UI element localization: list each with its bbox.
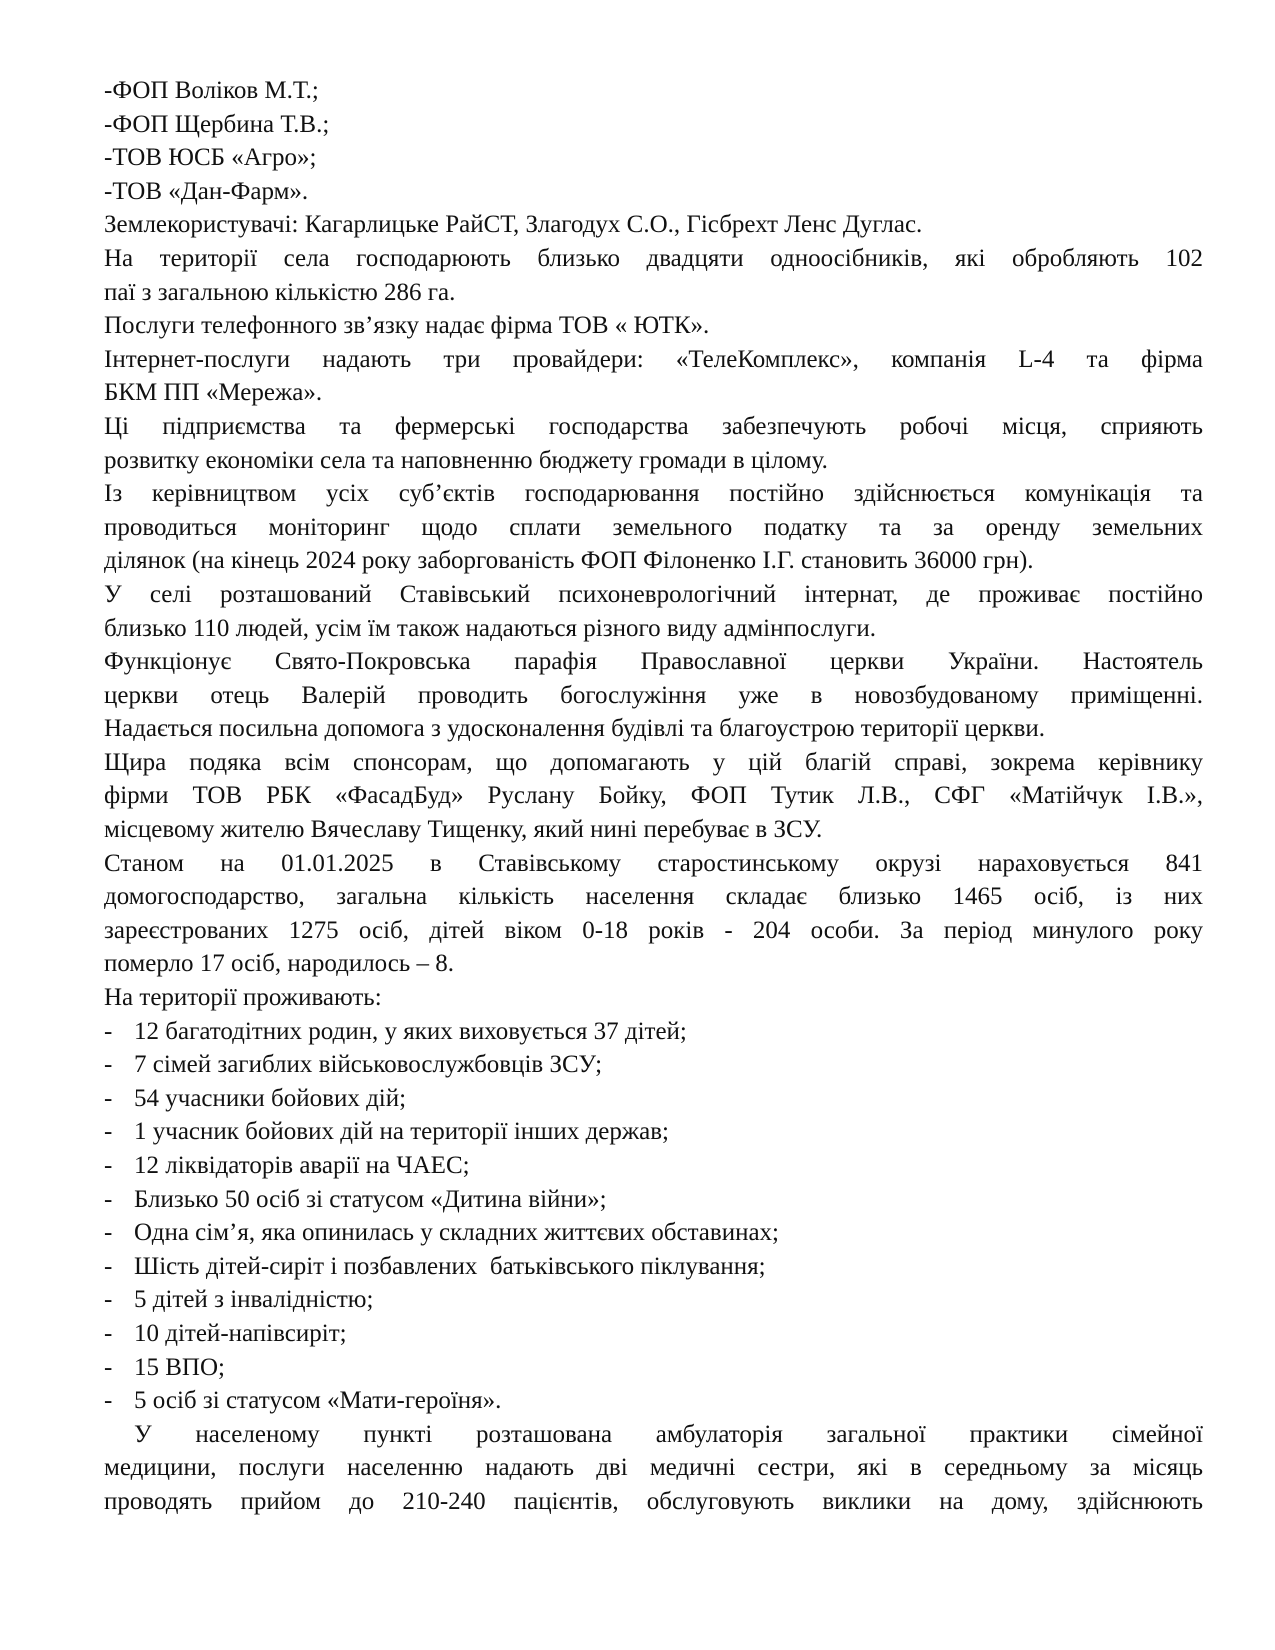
list-bullet-dash: - xyxy=(104,1051,113,1079)
text-line: На території проживають: xyxy=(104,984,382,1012)
text-line: церкви отець Валерій проводить богослужіння уже в новозбудованому приміщенні. xyxy=(104,681,1203,709)
list-item-text: 12 ліквідаторів аварії на ЧАЕС; xyxy=(134,1152,470,1179)
text-line: Послуги телефонного зв’язку надає фірма ТОВ « ЮТК». xyxy=(104,312,710,340)
text-line: Щира подяка всім спонсорам, що допомагають у цій благій справі, зокрема керівнику xyxy=(104,748,1203,776)
list-bullet-dash: - xyxy=(104,1252,113,1280)
list-item xyxy=(104,1015,1203,1049)
text-line: паї з загальною кількістю 286 га. xyxy=(104,278,456,306)
list-bullet-dash: - xyxy=(104,1387,113,1415)
list-item-text: Одна сім’я, яка опинилась у складних життєвих обставинах; xyxy=(134,1219,780,1247)
list-item-text: 12 багатодітних родин, у яких виховується 37 дітей; xyxy=(134,1017,687,1045)
list-item-text: Шість дітей-сиріт і позбавлених батьківського піклування; xyxy=(134,1252,766,1280)
text-line: близько 110 людей, усім їм також надаються різного виду адмінпослуги. xyxy=(104,614,876,642)
text-line: Ці підприємства та фермерські господарства забезпечують робочі місця, сприяють xyxy=(104,412,1203,440)
list-bullet-dash: - xyxy=(104,1219,113,1247)
text-line: померло 17 осіб, народилось – 8. xyxy=(104,950,455,978)
text-line: Надається посильна допомога з удосконалення будівлі та благоустрою території церкви. xyxy=(104,715,1046,743)
text-line: домогосподарство, загальна кількість населення складає близько 1465 осіб, із них xyxy=(104,883,1203,911)
closing-paragraph xyxy=(104,1418,1203,1519)
intro-text-block xyxy=(104,74,1203,1015)
list-item xyxy=(104,1351,1203,1385)
text-line: На території села господарюють близько двадцяти одноосібників, які обробляють 102 xyxy=(104,244,1203,272)
residents-bullet-list xyxy=(104,1015,1203,1418)
list-item xyxy=(104,1250,1203,1284)
text-line: медицини, послуги населенню надають дві медичні сестри, які в середньому за місяць xyxy=(104,1454,1203,1482)
list-item xyxy=(104,1082,1203,1116)
text-line: -ТОВ ЮСБ «Агро»; xyxy=(104,144,317,172)
list-item xyxy=(104,1149,1203,1183)
list-bullet-dash: - xyxy=(104,1286,113,1314)
list-item xyxy=(104,1317,1203,1351)
list-item-text: 15 ВПО; xyxy=(134,1353,225,1381)
list-item-text: 54 учасники бойових дій; xyxy=(134,1084,407,1112)
list-item-text: 7 сімей загиблих військовослужбовців ЗСУ; xyxy=(134,1051,603,1079)
text-line: -ТОВ «Дан-Фарм». xyxy=(104,177,309,205)
list-bullet-dash: - xyxy=(104,1319,113,1347)
text-line: проводиться моніторинг щодо сплати земельного податку та за оренду земельних xyxy=(104,513,1203,541)
text-line: Функціонує Свято-Покровська парафія Православної церкви України. Настоятель xyxy=(104,648,1203,676)
text-line: БКМ ПП «Мережа». xyxy=(104,379,323,407)
list-item xyxy=(104,1048,1203,1082)
list-bullet-dash: - xyxy=(104,1118,113,1146)
text-line: місцевому жителю Вячеславу Тищенку, який нині перебуває в ЗСУ. xyxy=(104,816,823,844)
text-line: -ФОП Воліков М.Т.; xyxy=(104,77,319,104)
list-item-text: 5 дітей з інвалідністю; xyxy=(134,1286,374,1314)
list-item-text: 1 учасник бойових дій на території інших держав; xyxy=(134,1118,669,1146)
list-item xyxy=(104,1384,1203,1418)
list-bullet-dash: - xyxy=(104,1152,113,1179)
list-bullet-dash: - xyxy=(104,1084,113,1112)
text-line: фірми ТОВ РБК «ФасадБуд» Руслану Бойку, ФОП Тутик Л.В., СФГ «Матійчук І.В.», xyxy=(104,782,1203,810)
text-line: розвитку економіки села та наповненню бюджету громади в цілому. xyxy=(104,446,828,474)
list-item xyxy=(104,1183,1203,1217)
text-line: ділянок (на кінець 2024 року заборгованість ФОП Філоненко І.Г. становить 36000 грн). xyxy=(104,547,1034,575)
list-item xyxy=(104,1283,1203,1317)
text-line: Інтернет-послуги надають три провайдери: «ТелеКомплекс», компанія L-4 та фірма xyxy=(104,345,1203,373)
text-line: У селі розташований Ставівський психоневрологічний інтернат, де проживає постійно xyxy=(104,580,1203,608)
list-bullet-dash: - xyxy=(104,1185,113,1213)
text-line: У населеному пункті розташована амбулаторія загальної практики сімейної xyxy=(134,1420,1203,1448)
list-bullet-dash: - xyxy=(104,1353,113,1381)
list-item-text: Близько 50 осіб зі статусом «Дитина війни»; xyxy=(134,1185,607,1213)
list-item xyxy=(104,1216,1203,1250)
text-line: зареєстрованих 1275 осіб, дітей віком 0-18 років - 204 особи. За період минулого року xyxy=(104,916,1203,944)
list-item-text: 10 дітей-напівсиріт; xyxy=(134,1319,347,1347)
document-page xyxy=(104,74,1203,1519)
list-item xyxy=(104,1115,1203,1149)
text-line: -ФОП Щербина Т.В.; xyxy=(104,110,330,138)
text-line: проводять прийом до 210-240 пацієнтів, обслуговують виклики на дому, здійснюють xyxy=(104,1487,1203,1515)
text-line: Землекористувачі: Кагарлицьке РайСТ, Злагодух С.О., Гісбрехт Ленс Дуглас. xyxy=(104,211,923,239)
list-item-text: 5 осіб зі статусом «Мати-героїня». xyxy=(134,1387,502,1415)
text-line: Станом на 01.01.2025 в Ставівському старостинському окрузі нараховується 841 xyxy=(104,849,1203,877)
text-line: Із керівництвом усіх суб’єктів господарювання постійно здійснюється комунікація та xyxy=(104,480,1203,508)
list-bullet-dash: - xyxy=(104,1017,113,1045)
